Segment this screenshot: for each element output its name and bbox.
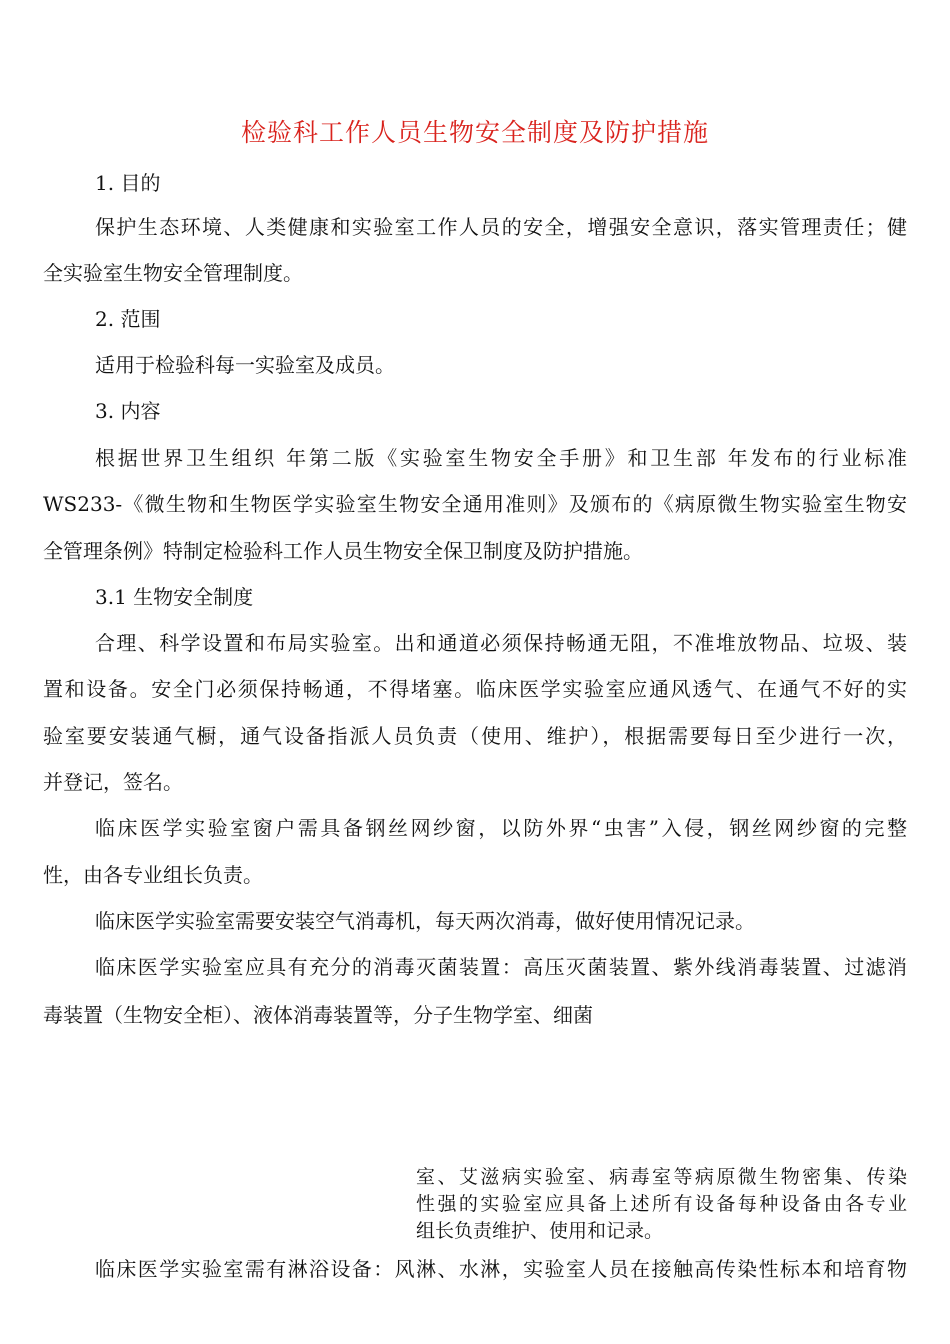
paragraph-line: 合理、科学设置和布局实验室。出和通道必须保持畅通无阻，不准堆放物品、垃圾、装	[95, 631, 907, 655]
paragraph-line: 全实验室生物安全管理制度。	[43, 261, 303, 285]
paragraph-line: WS233-《微生物和生物医学实验室生物安全通用准则》及颁布的《病原微生物实验室生物安	[43, 492, 907, 516]
paragraph-line: 保护生态环境、人类健康和实验室工作人员的安全，增强安全意识，落实管理责任；健	[95, 215, 907, 239]
paragraph-line: 并登记，签名。	[43, 770, 183, 794]
paragraph-line: 临床医学实验室窗户需具备钢丝网纱窗，以防外界“虫害”入侵，钢丝网纱窗的完整	[95, 816, 907, 840]
paragraph-line: 适用于检验科每一实验室及成员。	[95, 353, 395, 377]
section-heading-scope: 2. 范围	[95, 307, 161, 331]
paragraph-line: 性，由各专业组长负责。	[43, 863, 263, 887]
paragraph-line: 全管理条例》特制定检验科工作人员生物安全保卫制度及防护措施。	[43, 539, 643, 563]
continued-text-line: 室、艾滋病实验室、病毒室等病原微生物密集、传染	[416, 1166, 907, 1188]
paragraph-line: 根据世界卫生组织 年第二版《实验室生物安全手册》和卫生部 年发布的行业标准	[95, 446, 907, 470]
continued-text-line: 组长负责维护、使用和记录。	[416, 1220, 664, 1242]
document-title: 检验科工作人员生物安全制度及防护措施	[240, 118, 709, 147]
subsection-heading-biosafety: 3.1 生物安全制度	[95, 585, 254, 609]
paragraph-line: 毒装置（生物安全柜）、液体消毒装置等，分子生物学室、细菌	[43, 1003, 593, 1027]
paragraph-line: 临床医学实验室应具有充分的消毒灭菌装置：高压灭菌装置、紫外线消毒装置、过滤消	[95, 955, 907, 979]
section-heading-purpose: 1. 目的	[95, 171, 161, 195]
paragraph-line: 临床医学实验室需有淋浴设备：风淋、水淋，实验室人员在接触高传染性标本和培育物	[95, 1257, 907, 1281]
section-heading-content: 3. 内容	[95, 399, 161, 423]
continued-text-line: 性强的实验室应具备上述所有设备每种设备由各专业	[416, 1193, 907, 1215]
paragraph-line: 验室要安装通气橱，通气设备指派人员负责（使用、维护），根据需要每日至少进行一次，	[43, 724, 907, 748]
paragraph-line: 置和设备。安全门必须保持畅通，不得堵塞。临床医学实验室应通风透气、在通气不好的实	[43, 677, 907, 701]
paragraph-line: 临床医学实验室需要安装空气消毒机，每天两次消毒，做好使用情况记录。	[95, 909, 755, 933]
